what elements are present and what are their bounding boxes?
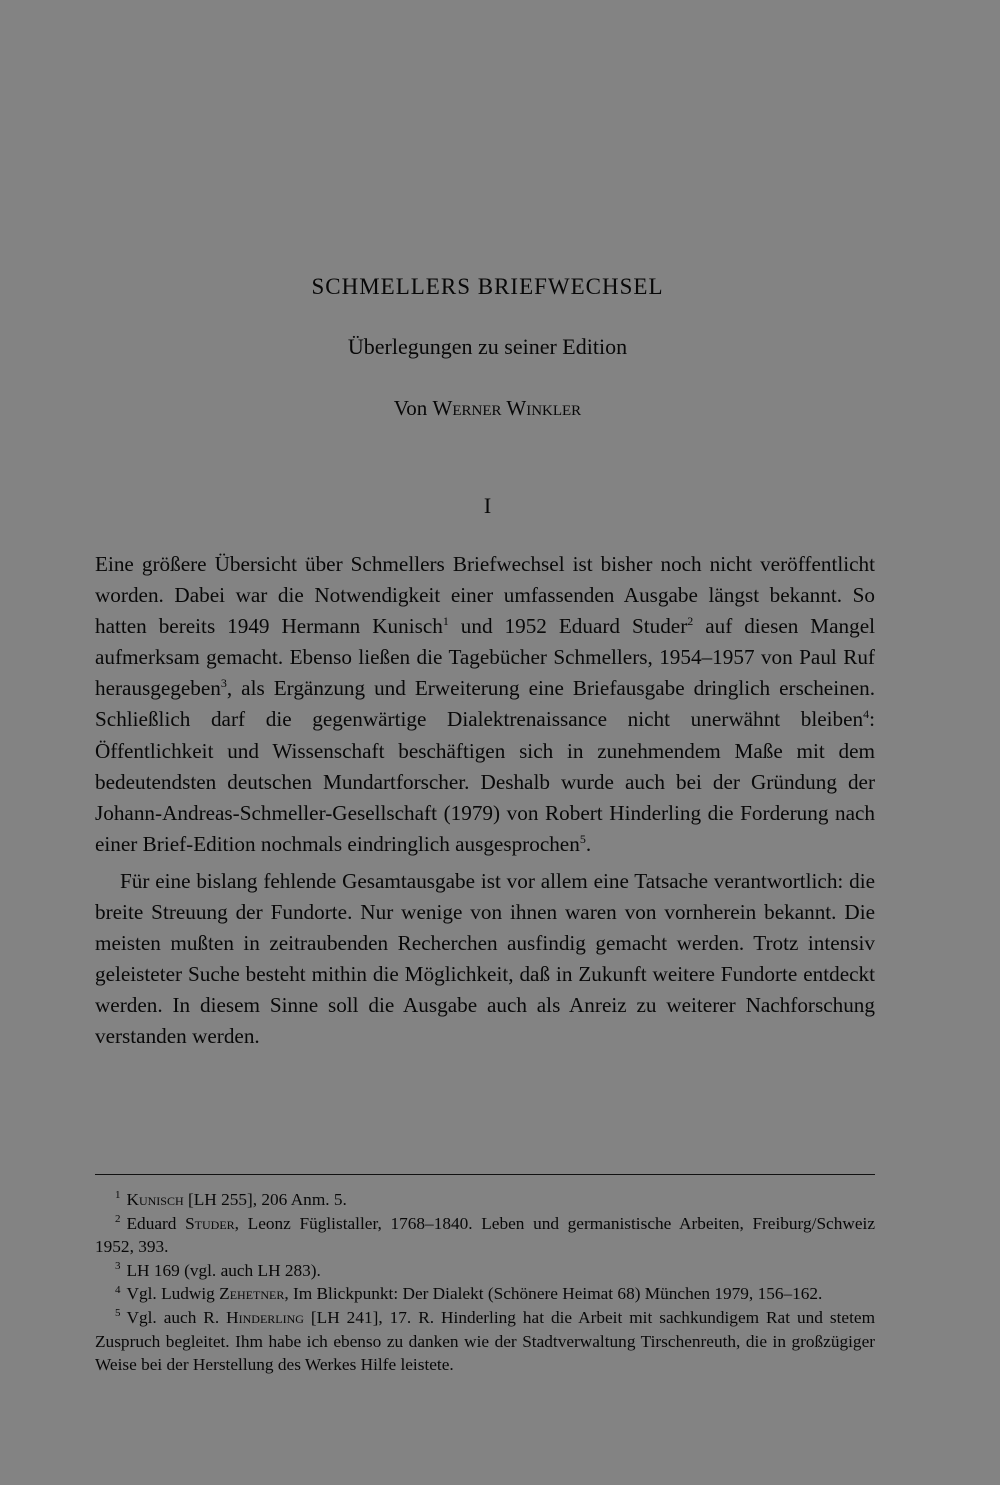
footnote-author: Studer [185, 1213, 235, 1233]
footnote-ref-4: 4 [863, 707, 870, 722]
footnote-ref-1: 1 [442, 614, 449, 629]
text-run: Eine größere Übersicht über Schmellers Briefwechsel ist bisher noch nicht veröffentlicht worden. Dabei war die Notwendigkeit einer umfassenden Ausgabe längst bekannt. So hatten bereits 1949 Hermann Kunisch [95, 552, 875, 639]
footnote-separator [95, 1174, 875, 1175]
footnote [95, 1188, 875, 1212]
text-run: : Öffentlichkeit und Wissenschaft beschäftigen sich in zunehmendem Maße mit dem bedeutendsten deutschen Mundartforscher. Deshalb wurde auch bei der Gründung der Johann-Andreas-Schmeller-Gesellschaft (1979) von Robert Hinderling die Forderung nach einer Brief-Edition nochmals eindringlich ausgesprochen [95, 707, 875, 856]
paragraph-1 [95, 549, 875, 860]
footnote-ref-2: 2 [687, 614, 694, 629]
text-run: . [585, 831, 592, 856]
footnote-number: 1 [115, 1189, 121, 1202]
footnote [95, 1212, 875, 1259]
footnote [95, 1306, 875, 1377]
paragraph-2: Für eine bislang fehlende Gesamtausgabe ist vor allem eine Tatsache verantwortlich: die breite Streuung der Fundorte. Nur wenige von ihnen waren von vornherein bekannt. Die meisten mußten in zeitraubenden Recherchen ausfindig gemacht werden. Trotz intensiv geleisteter Suche besteht mithin die Möglichkeit, daß in Zukunft weitere Fundorte entdeckt werden. In diesem Sinne soll die Ausgabe auch als Anreiz zu weiterer Nachforschung verstanden werden. [95, 868, 875, 1049]
footnote-text: , Im Blickpunkt: Der Dialekt (Schönere Heimat 68) München 1979, 156–162. [284, 1284, 823, 1304]
footnote-number: 2 [115, 1212, 121, 1225]
footnote-text: Eduard [126, 1213, 186, 1233]
footnote-ref-3: 3 [220, 676, 227, 691]
footnote-author: Zehetner [219, 1284, 285, 1304]
byline-prefix: Von [393, 396, 433, 420]
footnote [95, 1282, 875, 1306]
article-title: SCHMELLERS BRIEFWECHSEL [311, 274, 664, 299]
footnote-text: Vgl. auch R. [126, 1307, 227, 1327]
section-number: I [483, 493, 492, 518]
footnote-ref-5: 5 [579, 831, 586, 846]
footnote-text: [LH 255], 206 Anm. 5. [183, 1190, 347, 1209]
author-name: Werner Winkler [432, 396, 582, 420]
text-run: , als Ergänzung und Erweiterung eine Briefausgabe dringlich erscheinen. Schließlich darf die gegenwärtige Dialektrenaissance nicht unerwähnt bleiben [95, 676, 875, 732]
footnote-text: [LH 241], 17. R. Hinderling hat die Arbeit mit sachkundigem Rat und stetem Zuspruch begleitet. Ihm habe ich ebenso zu danken wie der Stadtverwaltung Tirschenreuth, die in großzügiger Weise bei der Herstellung des Werkes Hilfe leistete. [95, 1307, 876, 1375]
footnote-text: Vgl. Ludwig [126, 1284, 220, 1304]
footnote-number: 4 [115, 1283, 121, 1296]
footnote-text: LH 169 (vgl. auch LH 283). [126, 1260, 321, 1280]
text-run: auf diesen Mangel aufmerksam gemacht. Ebenso ließen die Tagebücher Schmellers, 1954–1957 von Paul Ruf herausgegeben [95, 614, 875, 701]
footnote-number: 5 [115, 1307, 121, 1320]
footnote-number: 3 [115, 1260, 121, 1273]
article-subtitle: Überlegungen zu seiner Edition [347, 334, 628, 359]
body-text [95, 549, 875, 1053]
byline [0, 396, 975, 421]
footnote-author: Kunisch [126, 1190, 184, 1209]
footnote [95, 1259, 875, 1283]
footnote-author: Hinderling [226, 1307, 304, 1327]
footnote-text: , Leonz Füglistaller, 1768–1840. Leben und germanistische Arbeiten, Freiburg/Schweiz 1952, 393. [95, 1213, 875, 1257]
footnotes [95, 1188, 875, 1377]
text-run: und 1952 Eduard Studer [448, 614, 688, 639]
